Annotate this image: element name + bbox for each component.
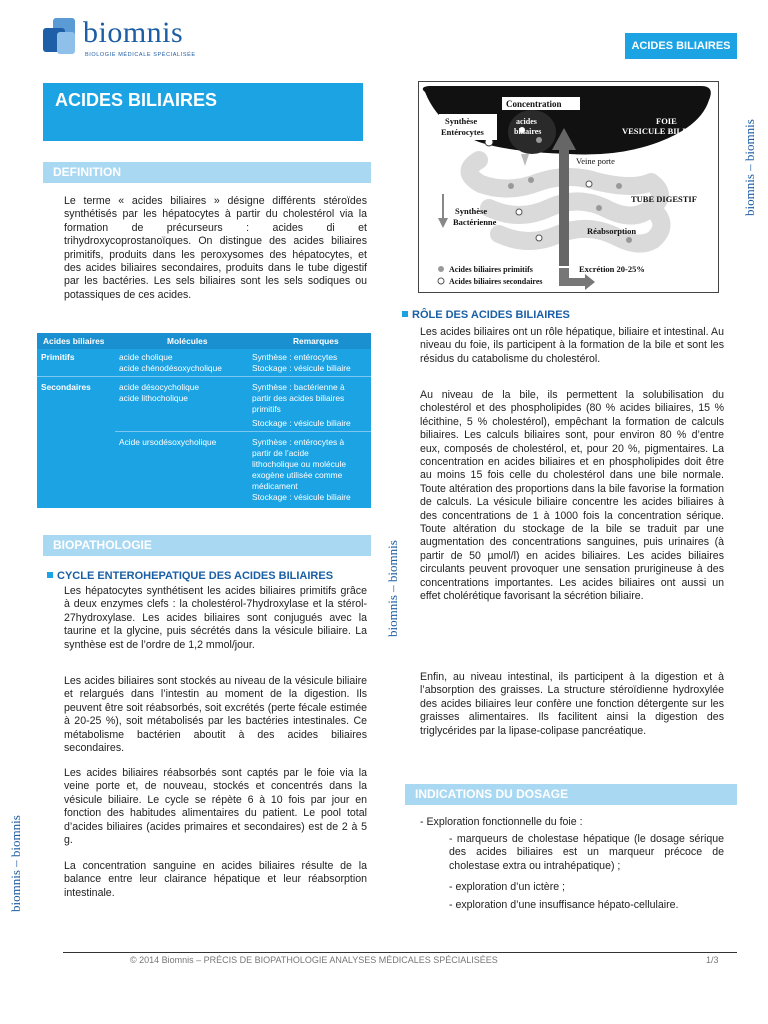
primary-acid-dot <box>596 205 602 211</box>
biomnis-logo <box>43 18 203 62</box>
footer-text: © 2014 Biomnis – PRÉCIS DE BIOPATHOLOGIE ANALYSES MÉDICALES SPÉCIALISÉES <box>130 955 498 965</box>
concentration-label: Concentration <box>506 99 562 109</box>
table-cell: acide cholique <box>119 352 173 362</box>
down-arrow-icon <box>438 218 448 228</box>
legend-primary-dot <box>438 266 444 272</box>
table-cell: Stockage : vésicule biliaire <box>252 363 351 373</box>
primary-acid-dot <box>616 183 622 189</box>
table-header-cell: Molécules <box>167 336 208 346</box>
table-cell: Synthèse : entérocytes <box>252 352 338 362</box>
acides-label: acides <box>516 117 537 126</box>
vertical-watermark: biomnis – biomnis <box>8 815 23 912</box>
liver-label: FOIE <box>656 116 677 126</box>
table-row-type: Secondaires <box>41 382 91 392</box>
table-divider <box>115 431 371 432</box>
primary-acid-dot <box>508 183 514 189</box>
table-cell: exogène utilisée comme <box>252 470 343 480</box>
legend-secondary-label: Acides biliaires secondaires <box>449 277 543 286</box>
gallbladder-label: VESICULE BILIAIRE <box>622 126 707 136</box>
primary-acid-dot <box>536 137 542 143</box>
logo-name: biomnis <box>83 16 184 49</box>
role-paragraph-1: Les acides biliaires ont un rôle hépatique, biliaire et intestinal. Au niveau du foie, ils participent à la formation de la bile et sont les résidus du catabolisme du cholestérol. <box>420 326 724 365</box>
enterohepatic-cycle-diagram <box>418 81 719 293</box>
primary-acid-dot <box>626 237 632 243</box>
excretion-label: Excrétion 20-25% <box>579 264 645 274</box>
secondary-acid-dot <box>586 181 592 187</box>
table-cell: partir de l’acide <box>252 448 309 458</box>
indication-item: - exploration d’une insuffisance hépato-cellulaire. <box>449 899 679 911</box>
table-cell: Acide ursodésoxycholique <box>119 437 217 447</box>
digestive-tract-label: TUBE DIGESTIF <box>631 194 697 204</box>
bullet-square-icon <box>47 572 53 578</box>
secondary-acid-dot <box>536 235 542 241</box>
portal-vein-label: Veine porte <box>576 156 615 166</box>
cycle-paragraph-4: La concentration sanguine en acides biliaires résulte de la balance entre leur clairance hépatique et leur réabsorption intestinale. <box>64 860 367 899</box>
table-cell: Stockage : vésicule biliaire <box>252 492 351 502</box>
cycle-subtitle: CYCLE ENTEROHEPATIQUE DES ACIDES BILIAIRES <box>47 570 333 582</box>
table-cell: lithocholique ou molécule <box>252 459 347 469</box>
table-cell: acide lithocholique <box>119 393 188 403</box>
primary-acid-dot <box>528 177 534 183</box>
vertical-watermark: biomnis – biomnis <box>385 540 400 637</box>
acids-table <box>37 333 371 508</box>
section-definition: DEFINITION <box>43 162 371 183</box>
table-cell: partir des acides biliaires <box>252 393 345 403</box>
indications-intro: - Exploration fonctionnelle du foie : <box>420 816 583 828</box>
vertical-watermark: biomnis – biomnis <box>742 119 757 216</box>
indication-item: - marqueurs de cholestase hépatique (le dosage sérique des acides biliaires est un marqueur précoce de cholestase extra ou intrahépatique) ; <box>449 833 724 872</box>
bacterial-synthesis-label: Bactérienne <box>453 217 497 227</box>
secondary-acid-dot <box>516 209 522 215</box>
table-header-cell: Remarques <box>293 336 339 346</box>
table-header-cell: Acides biliaires <box>43 336 105 346</box>
table-cell: Stockage : vésicule biliaire <box>252 418 351 428</box>
topic-badge: ACIDES BILIAIRES <box>625 33 737 59</box>
table-divider <box>37 376 371 377</box>
table-cell: primitifs <box>252 404 281 414</box>
section-biopathologie: BIOPATHOLOGIE <box>43 535 371 556</box>
role-subtitle: RÔLE DES ACIDES BILIAIRES <box>402 309 570 321</box>
page-title-box <box>43 83 363 141</box>
table-cell: médicament <box>252 481 298 491</box>
role-paragraph-2: Au niveau de la bile, ils permettent la solubilisation du cholestérol et des phospholipides (80 % acides biliaires, 15 % lécithine, 5 % cholestérol), empêchant la formation de calculs biliaires. Les calculs biliaires sont, pour environ 80 % d’entre eux, composés de cholestérol, et, pour 20 %, pigmentaires. La concentration en acides biliaires et en phospholipides doit être au moins 15 fois celle du cholestérol dans une bile normale. Toute altération des proportions dans la bile favorise la formation de calculs. La vésicule biliaire concentre les acides biliaires à des concentrations de 1 à 1000 fois la concentration sérique. Toute altération du stockage de la bile se traduit par une augmentation des concentrations sanguines, puis urinaires (à partir de 50 µmol/l) en acides biliaires. Les acides biliaires circulants peuvent provoquer une sensation prurigineuse à des concentrations importantes. Les acides biliaires ont aussi un effet cholérétique favorisant la sécrétion biliaire. <box>420 389 724 603</box>
diagram-svg <box>419 82 719 293</box>
portal-vein <box>559 148 569 266</box>
cycle-paragraph-3: Les acides biliaires réabsorbés sont captés par le foie via la veine porte et, de nouveau, stockés et concentrés dans la vésicule biliaire. Le cycle se répète 6 à 10 fois par jour en fonction des habitudes alimentaires du patient. Le pool total d’acides biliaires (acides primaires et secondaires) est de 2 à 5 g. <box>64 767 367 847</box>
page-number: 1/3 <box>706 955 719 965</box>
legend-primary-label: Acides biliaires primitifs <box>449 265 533 274</box>
footer-divider <box>63 952 737 953</box>
logo-tagline: BIOLOGIE MÉDICALE SPÉCIALISÉE <box>85 52 196 58</box>
indication-item: - exploration d’un ictère ; <box>449 881 566 893</box>
acides-label: biliaires <box>514 127 542 136</box>
table-cell: Synthèse : entérocytes à <box>252 437 345 447</box>
definition-text: Le terme « acides biliaires » désigne différents stéroïdes synthétisés par les hépatocytes à partir du cholestérol via la formation de précurseurs : acides di et trihydroxycoprostanoïques. On distingue des acides biliaires primitifs, produits dans les peroxysomes des hépatocytes, et des acides biliaires secondaires, produits dans le tube digestif par les bactéries. Les sels biliaires sont les sels sodiques ou potassiques de ces acides. <box>64 195 367 301</box>
legend-secondary-dot <box>438 278 444 284</box>
intestine-loop <box>489 201 651 215</box>
reabsorption-label: Réabsorption <box>587 226 637 236</box>
section-indications: INDICATIONS DU DOSAGE <box>405 784 737 805</box>
bacterial-synthesis-label: Synthèse <box>455 206 488 216</box>
down-arrow-icon <box>521 154 529 166</box>
synthesis-enterocytes-label: Synthèse <box>445 116 478 126</box>
cycle-paragraph-1: Les hépatocytes synthétisent les acides biliaires primitifs grâce à deux enzymes clefs : la cholestérol-7hydroxylase et la stérol-27hydroxylase. Les acides biliaires sont conjugués avec la taurine et la glycine, puis sécrétés dans la vésicule biliaire. La synthèse est de l’ordre de 1,2 mmol/jour. <box>64 585 367 651</box>
bullet-square-icon <box>402 311 408 317</box>
page-title: ACIDES BILIAIRES <box>55 90 218 110</box>
synthesis-enterocytes-label: Entérocytes <box>441 127 484 137</box>
role-paragraph-3: Enfin, au niveau intestinal, ils participent à la digestion et à l’absorption des graisses. La structure stéroïdienne hydroxylée des acides biliaires leur confère une fonction détergente sur les graisses alimentaires. Ils facilitent ainsi la digestion des triglycérides par la lipase-colipase pancréatique. <box>420 671 724 737</box>
logo-square-icon <box>57 32 75 54</box>
table-row-type: Primitifs <box>41 352 75 362</box>
intestine-loop <box>651 182 662 240</box>
table-cell: acide chénodésoxycholique <box>119 363 222 373</box>
table-cell: Synthèse : bactérienne à <box>252 382 345 392</box>
cycle-paragraph-2: Les acides biliaires sont stockés au niveau de la vésicule biliaire et relargués dans l’intestin au moment de la digestion. Ils peuvent être soit réabsorbés, soit excrétés (perte fécale estimée à 20-25 %), soit métabolisés par les bactéries intestinales. Ce métabolisme bactérien aboutit à des acides biliaires secondaires. <box>64 675 367 755</box>
table-cell: acide désocycholique <box>119 382 200 392</box>
